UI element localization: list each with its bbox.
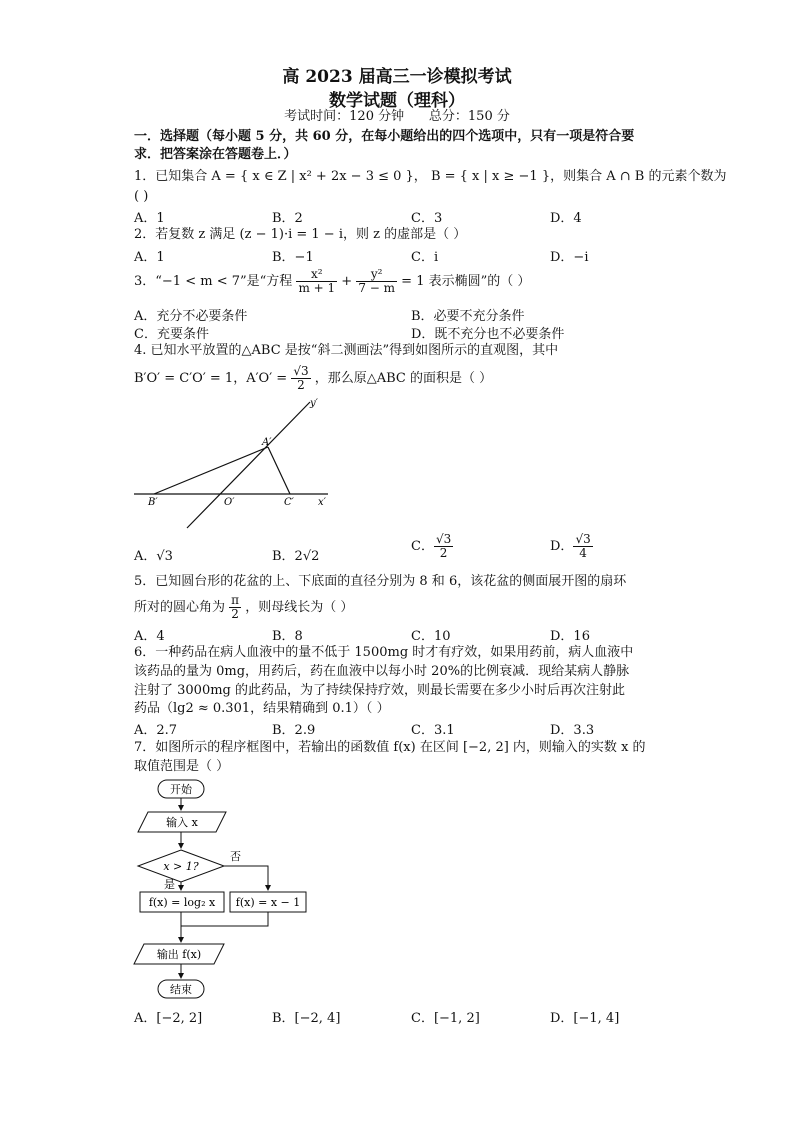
- box-linear-label: f(x) = x − 1: [235, 896, 301, 909]
- q2-option-a: A．1: [134, 250, 165, 265]
- q3-frac1-den: m + 1: [298, 281, 336, 295]
- q4-line2-pre: B′O′ = C′O′ = 1，A′O′ =: [134, 371, 288, 386]
- q4-oblique-figure: [132, 398, 332, 530]
- label-a-prime: A′: [262, 437, 272, 448]
- q4-option-d-den: 4: [579, 546, 587, 560]
- q4-line1: 4. 已知水平放置的△ABC 是按“斜二测画法”得到如图所示的直观图，其中: [134, 343, 559, 358]
- q3-pre: 3．“−1 < m < 7”是“方程: [134, 274, 293, 289]
- q2-option-b: B．−1: [272, 250, 314, 265]
- q5-option-b: B．8: [272, 629, 303, 644]
- no-label: 否: [230, 850, 241, 863]
- q4-option-c-num: √3: [435, 532, 452, 546]
- end-label: 结束: [170, 983, 192, 996]
- q6-line1: 6．一种药品在病人血液中的量不低于 1500mg 时才有疗效，如果用药前，病人血液中: [134, 645, 634, 660]
- q6-option-d: D．3.3: [550, 723, 595, 738]
- q5-line2-pre: 所对的圆心角为: [134, 600, 226, 615]
- q1-option-a: A．1: [134, 211, 165, 226]
- arrow-no-branch: [224, 866, 268, 890]
- q5-option-c: C．10: [411, 629, 451, 644]
- q4-option-c-label: C．: [411, 539, 434, 554]
- q4-option-c-den: 2: [439, 546, 448, 560]
- q3-option-b: B．必要不充分条件: [411, 309, 525, 324]
- q3-frac2-num: y²: [356, 268, 397, 282]
- q5-line2-post: ，则母线长为（ ）: [245, 600, 354, 615]
- q3-frac2-den: 7 − m: [358, 281, 396, 295]
- q1-stem: 1．已知集合 A = { x ∈ Z | x² + 2x − 3 ≤ 0 }， B = { x | x ≥ −1 }，则集合 A ∩ B 的元素个数为: [134, 169, 727, 184]
- q1-option-d: D．4: [550, 211, 582, 226]
- q7-option-c: C．[−1, 2]: [411, 1011, 480, 1026]
- q4-option-a: A．√3: [134, 549, 173, 564]
- condition-label: x > 1?: [163, 860, 199, 873]
- q7-option-b: B．[−2, 4]: [272, 1011, 341, 1026]
- q2-stem: 2．若复数 z 满足 (z − 1)·i = 1 − i，则 z 的虚部是（ ）: [134, 227, 467, 242]
- label-b-prime: B′: [148, 497, 158, 508]
- section-heading-line2: 求．把答案涂在答题卷上．）: [134, 147, 297, 162]
- q4-option-c: [411, 532, 453, 562]
- q7-line2: 取值范围是（ ）: [134, 759, 230, 774]
- q5-fraction: [229, 594, 241, 621]
- label-y-prime: y′: [310, 398, 318, 409]
- q2-option-d: D．−i: [550, 250, 589, 265]
- yes-label: 是: [164, 878, 175, 891]
- q4-option-b: B．2√2: [272, 549, 320, 564]
- q7-flowchart: [128, 776, 318, 1002]
- q5-option-a: A．4: [134, 629, 165, 644]
- q3-fraction-2: [356, 268, 397, 295]
- q5-line1: 5．已知圆台形的花盆的上、下底面的直径分别为 8 和 6，该花盆的侧面展开图的扇环: [134, 574, 627, 589]
- q4-option-c-frac: [434, 533, 453, 560]
- q4-option-d-num: √3: [575, 532, 591, 546]
- box-log-label: f(x) = log₂ x: [148, 896, 216, 909]
- q4-frac-den: 2: [297, 378, 305, 392]
- q2-option-c: C．i: [411, 250, 439, 265]
- q5-option-d: D．16: [550, 629, 590, 644]
- q6-line2: 该药品的量为 0mg，用药后，药在血液中以每小时 20%的比例衰减．现给某病人静脉: [134, 664, 630, 679]
- q4-fraction: [291, 365, 310, 392]
- exam-subtitle: 数学试题（理科）: [329, 91, 465, 111]
- q7-option-d: D．[−1, 4]: [550, 1011, 620, 1026]
- q3-post: = 1 表示椭圆”的（ ）: [401, 274, 531, 289]
- start-label: 开始: [170, 783, 192, 796]
- q4-line2: [134, 364, 492, 394]
- label-x-prime: x′: [318, 497, 326, 508]
- label-c-prime: C′: [284, 497, 294, 508]
- exam-title: 高 2023 届高三一诊模拟考试: [282, 67, 512, 87]
- line-linear-merge: [181, 912, 268, 926]
- q3-frac1-num: x²: [296, 268, 337, 282]
- q5-frac-num: π: [231, 593, 240, 607]
- q5-frac-den: 2: [231, 607, 239, 621]
- q4-option-d: [550, 532, 593, 562]
- q6-option-c: C．3.1: [411, 723, 455, 738]
- q1-option-c: C．3: [411, 211, 443, 226]
- y-axis-line: [187, 402, 310, 528]
- q3-option-d: D．既不充分也不必要条件: [411, 327, 565, 342]
- q5-line2: [134, 593, 353, 623]
- q3-option-a: A．充分不必要条件: [134, 309, 248, 324]
- q4-frac-num: √3: [293, 364, 309, 378]
- q3-stem: [134, 267, 530, 297]
- segment-ac: [268, 447, 290, 494]
- exam-info: 考试时间：120 分钟 总分：150 分: [284, 109, 510, 124]
- label-o-prime: O′: [224, 497, 235, 508]
- q1-option-b: B．2: [272, 211, 303, 226]
- q3-option-c: C．充要条件: [134, 327, 209, 342]
- q7-line1: 7．如图所示的程序框图中，若输出的函数值 f(x) 在区间 [−2, 2] 内，则输入的实数 x 的: [134, 740, 646, 755]
- segment-ba: [154, 447, 268, 494]
- q3-plus: +: [341, 274, 353, 289]
- q7-option-a: A．[−2, 2]: [134, 1011, 203, 1026]
- input-label: 输入 x: [166, 816, 198, 829]
- q4-line2-post: ，那么原△ABC 的面积是（ ）: [314, 371, 493, 386]
- q4-option-d-label: D．: [550, 539, 574, 554]
- q4-option-d-frac: [573, 533, 592, 560]
- section-heading-line1: 一．选择题（每小题 5 分，共 60 分，在每小题给出的四个选项中，只有一项是符合要: [134, 129, 635, 144]
- q6-option-a: A．2.7: [134, 723, 178, 738]
- q1-paren: ( ): [134, 189, 149, 204]
- q6-line3: 注射了 3000mg 的此药品，为了持续保持疗效，则最长需要在多少小时后再次注射此: [134, 683, 625, 698]
- q6-option-b: B．2.9: [272, 723, 316, 738]
- q6-line4: 药品（lg2 ≈ 0.301，结果精确到 0.1）（ ）: [134, 701, 390, 716]
- q3-fraction-1: [296, 268, 337, 295]
- output-label: 输出 f(x): [156, 948, 202, 961]
